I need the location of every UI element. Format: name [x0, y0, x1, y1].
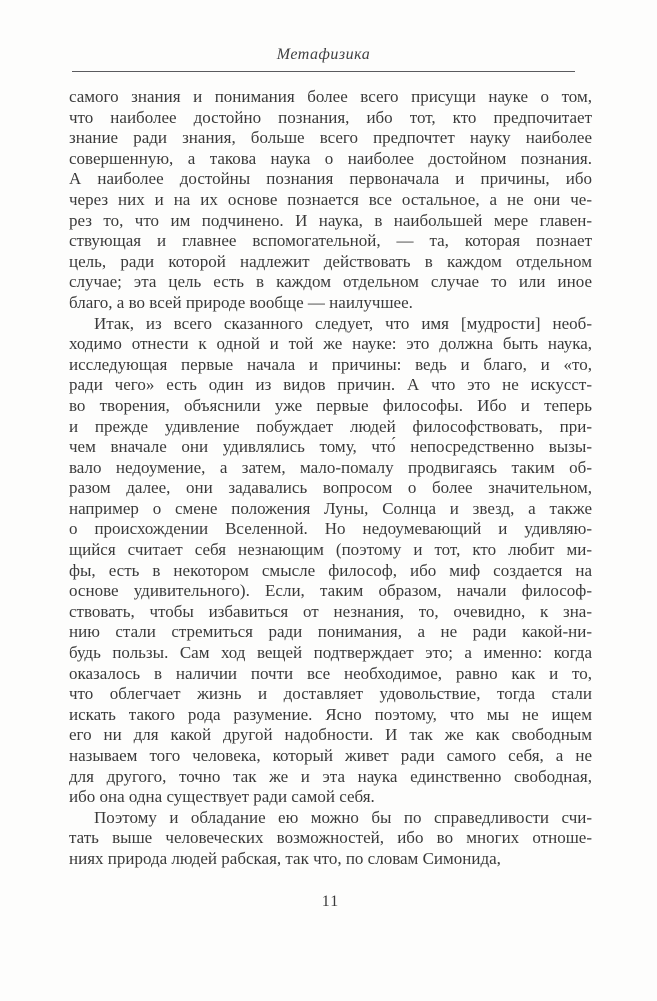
text-line: ствующая и главнее вспомогательной, — та, которая познает — [69, 231, 592, 251]
text-line: ради чего» есть один из видов причин. А что это не искусст- — [69, 375, 592, 395]
body-text — [69, 87, 592, 870]
paragraph-2 — [69, 314, 592, 808]
text-line: щийся считает себя незнающим (поэтому и тот, кто любит ми- — [69, 540, 592, 560]
text-line: и прежде удивление побуждает людей философствовать, при- — [69, 416, 592, 436]
text-line: исследующая первые начала и причины: ведь и благо, и «то, — [69, 354, 592, 374]
text-line: фы, есть в некотором смысле философ, ибо миф создается на — [69, 560, 592, 580]
text-line: А наиболее достойны познания первоначала и причины, ибо — [69, 169, 592, 189]
text-line: называем того человека, который живет ради самого себя, а не — [69, 746, 592, 765]
header-rule — [72, 71, 575, 72]
text-line: через них и на их основе познается все остальное, а не они че- — [69, 189, 592, 209]
text-line: во творения, объяснили уже первые философы. Ибо и теперь — [69, 395, 592, 415]
text-line: чем вначале они удивлялись тому, что́ непосредственно вызы- — [69, 437, 592, 457]
text-line: нию стали стремиться ради понимания, а не ради какой-ни- — [69, 622, 592, 642]
text-line: разом далее, они задавались вопросом о более значительном, — [69, 478, 592, 498]
text-line: совершенную, а такова наука о наиболее достойном познания. — [69, 148, 592, 168]
text-line: ибо она одна существует ради самой себя. — [69, 787, 375, 807]
running-title: Метафизика — [276, 46, 371, 63]
text-line: ходимо отнести к одной и той же науке: это должна быть наука, — [69, 334, 592, 354]
text-line: рез то, что им подчинено. И наука, в наибольшей мере главен- — [69, 210, 592, 230]
text-line: основе удивительного). Если, таким образом, начали философ- — [69, 581, 592, 601]
paragraph-3 — [69, 808, 592, 870]
text-line: искать такого рода разумение. Ясно поэтому, что мы не ищем — [69, 704, 592, 724]
text-line: будь пользы. Сам ход вещей подтверждает это; а именно: когда — [69, 643, 592, 663]
page-number: 11 — [321, 893, 340, 910]
text-line: знание ради знания, больше всего предпочтет науку наиболее — [69, 128, 592, 148]
text-line: ниях природа людей рабская, так что, по словам Симонида, — [69, 848, 501, 868]
text-line: его ни для какой другой надобности. И так же как свободным — [69, 725, 592, 745]
text-line: что наиболее достойно познания, ибо тот, кто предпочитает — [69, 107, 592, 127]
text-line: для другого, точно так же и эта наука единственно свободная, — [69, 766, 592, 786]
text-line: благо, а во всей природе вообще — наилучшее. — [69, 292, 413, 312]
text-line: ствовать, чтобы избавиться от незнания, то, очевидно, к зна- — [69, 601, 592, 621]
text-line: цель, ради которой надлежит действовать в каждом отдельном — [69, 251, 592, 271]
text-line: случае; эта цель есть в каждом отдельном случае то или иное — [69, 272, 592, 292]
text-line: вало недоумение, а затем, мало-помалу продвигаясь таким об- — [69, 457, 592, 477]
text-line: тать выше человеческих возможностей, ибо во многих отноше- — [69, 828, 592, 848]
text-line: о происхождении Вселенной. Но недоумевающий и удивляю- — [69, 519, 592, 539]
text-line: самого знания и понимания более всего присущи науке о том, — [69, 87, 592, 106]
text-line: оказалось в наличии почти все необходимое, равно как и то, — [69, 663, 592, 683]
text-line: что облегчает жизнь и доставляет удовольствие, тогда стали — [69, 684, 592, 704]
paragraph-1 — [69, 87, 592, 314]
text-line: Поэтому и обладание ею можно бы по справедливости счи- — [94, 807, 592, 827]
text-line: например о смене положения Луны, Солнца и звезд, а также — [69, 498, 592, 518]
text-line: Итак, из всего сказанного следует, что имя [мудрости] необ- — [94, 313, 592, 333]
